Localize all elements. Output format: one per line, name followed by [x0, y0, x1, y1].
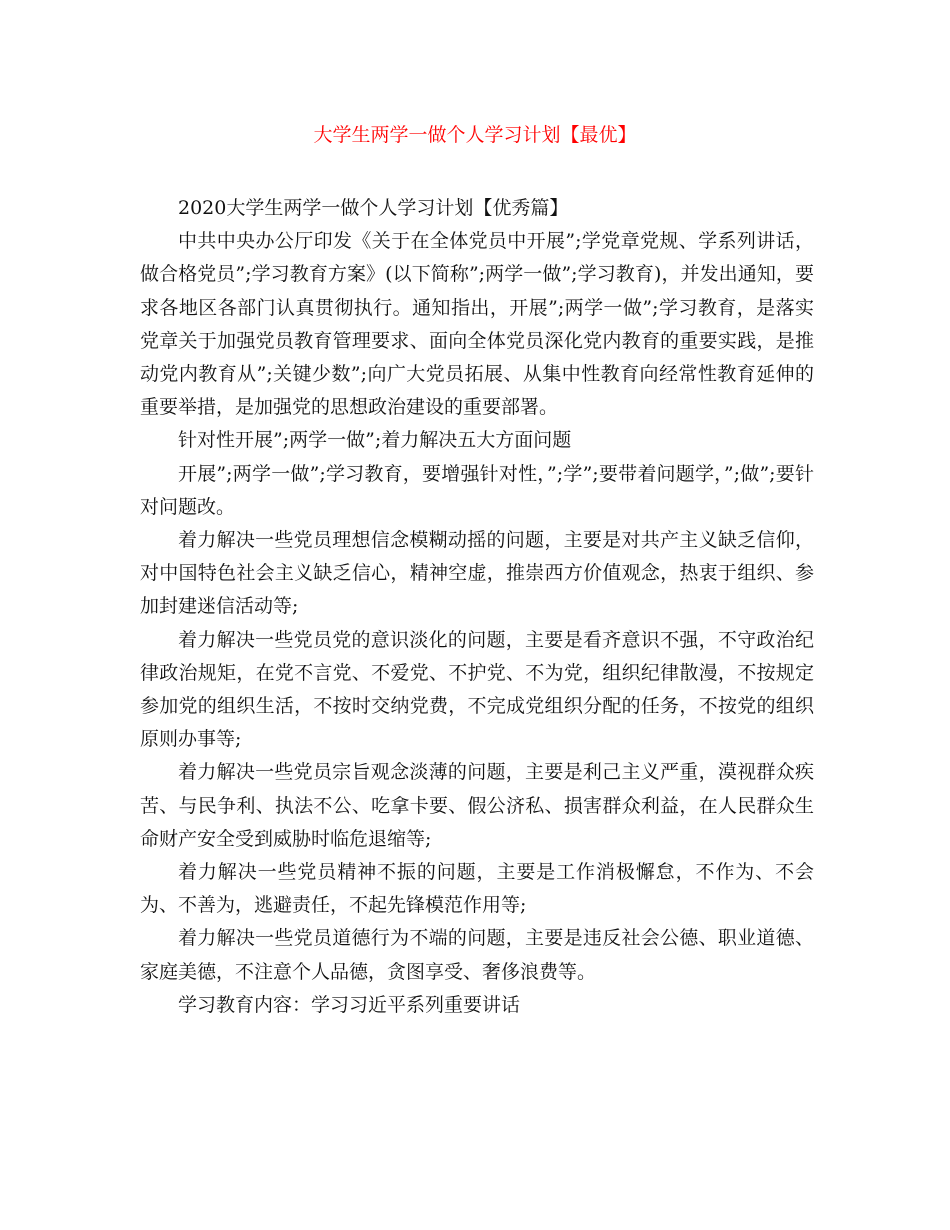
- paragraph-intro: 中共中央办公厅印发《关于在全体党员中开展”;学党章党规、学系列讲话，做合格党员”;学习教育方案》(以下简称”;两学一做”;学习教育)，并发出通知，要求各地区各部门认真贯彻执行。通知指出，开展”;两学一做”;学习教育，是落实党章关于加强党员教育管理要求、面向全体党员深化党内教育的重要实践，是推动党内教育从”;关键少数”;向广大党员拓展、从集中性教育向经常性教育延伸的重要举措，是加强党的思想政治建设的重要部署。: [140, 230, 814, 419]
- paragraph-heading-problems: 针对性开展”;两学一做”;着力解决五大方面问题: [178, 429, 572, 452]
- document-title: 大学生两学一做个人学习计划【最优】: [313, 124, 637, 146]
- paragraph-problem-morality: 着力解决一些党员道德行为不端的问题，主要是违反社会公德、职业道德、家庭美德，不注意个人品德，贪图享受、奢侈浪费等。: [140, 927, 814, 983]
- paragraph-problem-purpose: 着力解决一些党员宗旨观念淡薄的问题，主要是利己主义严重，漠视群众疾苦、与民争利、执法不公、吃拿卡要、假公济私、损害群众利益，在人民群众生命财产安全受到威胁时临危退缩等;: [140, 761, 814, 850]
- paragraph-problem-faith: 着力解决一些党员理想信念模糊动摇的问题，主要是对共产主义缺乏信仰，对中国特色社会主义缺乏信心，精神空虚，推崇西方价值观念，热衷于组织、参加封建迷信活动等;: [140, 529, 814, 618]
- paragraph-targeting: 开展”;两学一做”;学习教育，要增强针对性，”;学”;要带着问题学，”;做”;要针对问题改。: [140, 462, 814, 518]
- document-body: [140, 192, 814, 1022]
- paragraph-problem-spirit: 着力解决一些党员精神不振的问题，主要是工作消极懈怠，不作为、不会为、不善为，逃避责任，不起先锋模范作用等;: [140, 861, 814, 917]
- paragraph-subtitle: 2020大学生两学一做个人学习计划【优秀篇】: [178, 197, 569, 219]
- paragraph-study-content: 学习教育内容：学习习近平系列重要讲话: [178, 993, 521, 1016]
- paragraph-problem-party-awareness: 着力解决一些党员党的意识淡化的问题，主要是看齐意识不强，不守政治纪律政治规矩，在党不言党、不爱党、不护党、不为党，组织纪律散漫，不按规定参加党的组织生活，不按时交纳党费，不完成党组织分配的任务，不按党的组织原则办事等;: [140, 628, 814, 751]
